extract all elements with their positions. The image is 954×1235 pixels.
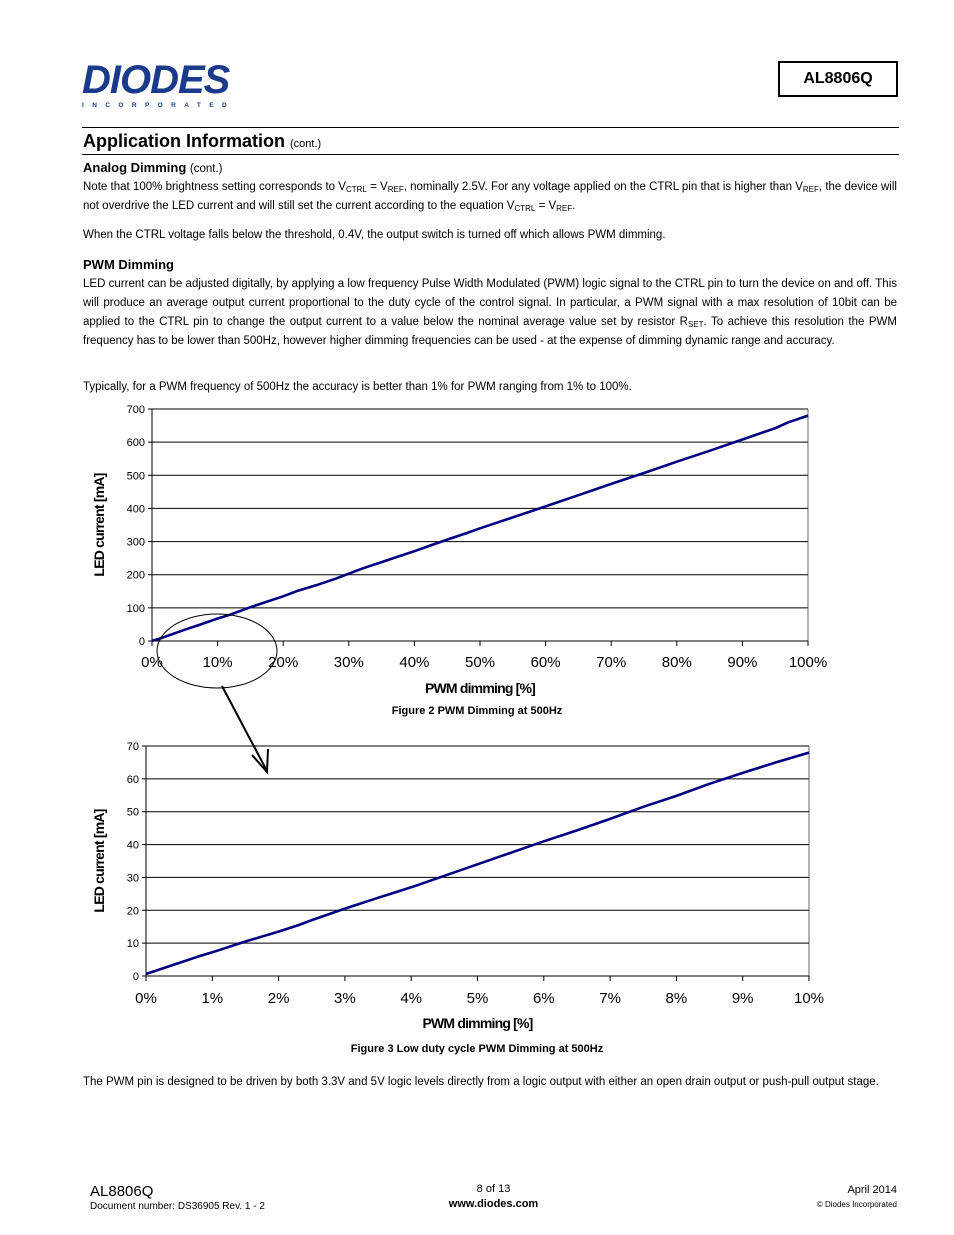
- closing-paragraph: The PWM pin is designed to be driven by both 3.3V and 5V logic levels directly from a logic output with either an open drain output or push-pull output stage.: [83, 1076, 879, 1088]
- x-tick-label: 4%: [400, 990, 423, 1007]
- figure-3-caption: Figure 3 Low duty cycle PWM Dimming at 500Hz: [350, 1043, 604, 1055]
- footer-document-number: Document number: DS36905 Rev. 1 - 2: [90, 1201, 265, 1212]
- x-tick-label: 0%: [141, 654, 163, 671]
- y-tick-label: 20: [126, 905, 139, 918]
- subscript: REF: [387, 185, 404, 194]
- section-title-suffix: (cont.): [290, 138, 322, 150]
- x-tick-label: 3%: [334, 990, 356, 1007]
- text-run: Note that 100% brightness setting corresponds to V: [83, 181, 346, 193]
- x-tick-label: 80%: [661, 654, 692, 671]
- section-title-text: Application Information: [83, 131, 285, 151]
- y-tick-label: 200: [126, 569, 145, 582]
- x-tick-label: 40%: [399, 654, 430, 671]
- chart-3: [91, 741, 824, 1031]
- series-line: [152, 416, 808, 641]
- y-tick-label: 300: [126, 536, 145, 549]
- x-tick-label: 20%: [268, 654, 299, 671]
- logo-subtext: INCORPORATED: [82, 102, 236, 109]
- y-tick-label: 40: [126, 839, 139, 852]
- x-tick-label: 7%: [599, 990, 621, 1007]
- series-line: [146, 753, 809, 974]
- footer-date: April 2014: [847, 1184, 897, 1196]
- y-tick-label: 70: [126, 741, 139, 753]
- y-tick-label: 0: [132, 971, 139, 983]
- y-axis-title: LED current [mA]: [91, 473, 107, 577]
- text-run: , the device will not overdrive the LED current and will still set the current according to the equation V: [83, 181, 897, 212]
- text-run: , nominally 2.5V. For any voltage applied on the CTRL pin that is higher than V: [403, 181, 803, 193]
- subscript: SET: [687, 320, 704, 329]
- y-tick-label: 30: [126, 872, 139, 885]
- y-tick-label: 400: [126, 503, 145, 516]
- x-tick-label: 9%: [731, 990, 754, 1007]
- x-tick-label: 30%: [333, 654, 364, 671]
- x-axis-title: PWM dimming [%]: [422, 1015, 533, 1031]
- subscript: CTRL: [514, 204, 536, 213]
- x-tick-label: 6%: [532, 990, 555, 1007]
- figure-2-caption: Figure 2 PWM Dimming at 500Hz: [391, 705, 563, 717]
- subscript: REF: [556, 204, 573, 213]
- x-axis-title: PWM dimming [%]: [424, 680, 536, 696]
- y-tick-label: 500: [126, 470, 145, 483]
- logo-wordmark: DIODES: [82, 58, 230, 102]
- subscript: REF: [802, 185, 819, 194]
- footer-part-number: AL8806Q: [90, 1183, 154, 1200]
- subscript: CTRL: [345, 185, 367, 194]
- footer-website-link[interactable]: www.diodes.com: [448, 1198, 539, 1210]
- x-tick-label: 2%: [267, 990, 290, 1007]
- x-tick-label: 70%: [596, 654, 627, 671]
- x-tick-label: 10%: [793, 990, 825, 1007]
- x-tick-label: 60%: [530, 654, 561, 671]
- x-tick-label: 50%: [464, 654, 496, 671]
- y-tick-label: 10: [126, 938, 139, 951]
- part-number-box: AL8806Q: [778, 61, 898, 97]
- text-run: .: [572, 200, 576, 212]
- text-run: . To achieve this resolution the PWM frequency has to be lower than 500Hz, however higher dimming frequencies can be used - at the expense of dimming dynamic range and accuracy.: [83, 316, 897, 347]
- y-tick-label: 0: [138, 636, 145, 648]
- x-tick-label: 90%: [727, 654, 758, 671]
- text-run: = V: [535, 200, 557, 212]
- y-axis-title: LED current [mA]: [91, 809, 107, 913]
- footer-copyright: © Diodes Incorporated: [816, 1200, 897, 1209]
- pwm-dimming-heading: PWM Dimming: [83, 257, 174, 272]
- y-tick-label: 600: [126, 437, 145, 450]
- x-tick-label: 8%: [665, 990, 688, 1007]
- analog-heading-suffix: (cont.): [189, 163, 223, 175]
- analog-paragraph-2: When the CTRL voltage falls below the threshold, 0.4V, the output switch is turned off which allows PWM dimming.: [83, 229, 666, 241]
- x-tick-label: 10%: [202, 654, 233, 671]
- analog-heading-text: Analog Dimming: [83, 160, 187, 175]
- x-tick-label: 0%: [135, 990, 157, 1007]
- pwm-paragraph-2: Typically, for a PWM frequency of 500Hz the accuracy is better than 1% for PWM ranging from 1% to 100%.: [83, 381, 632, 393]
- text-run: = V: [366, 181, 388, 193]
- x-tick-label: 100%: [788, 654, 828, 671]
- y-tick-label: 100: [126, 602, 145, 615]
- y-tick-label: 700: [126, 404, 145, 416]
- chart-2: [91, 404, 827, 696]
- x-tick-label: 5%: [466, 990, 489, 1007]
- x-tick-label: 1%: [201, 990, 224, 1007]
- text-run: LED current can be adjusted digitally, by applying a low frequency Pulse Width Modulated (PWM) logic signal to the CTRL pin to turn the device on and off. This will produce an average output current proportional to the duty cycle of the control signal. In particular, a PWM signal with a max resolution of 10bit can be applied to the CTRL pin to change the output current to a value below the nominal average value set by resistor R: [83, 278, 897, 328]
- zoom-highlight-ellipse: [157, 614, 277, 688]
- footer-page-number: 8 of 13: [476, 1183, 511, 1195]
- zoom-arrow-line: [222, 686, 267, 771]
- y-tick-label: 60: [126, 773, 139, 786]
- y-tick-label: 50: [126, 806, 139, 819]
